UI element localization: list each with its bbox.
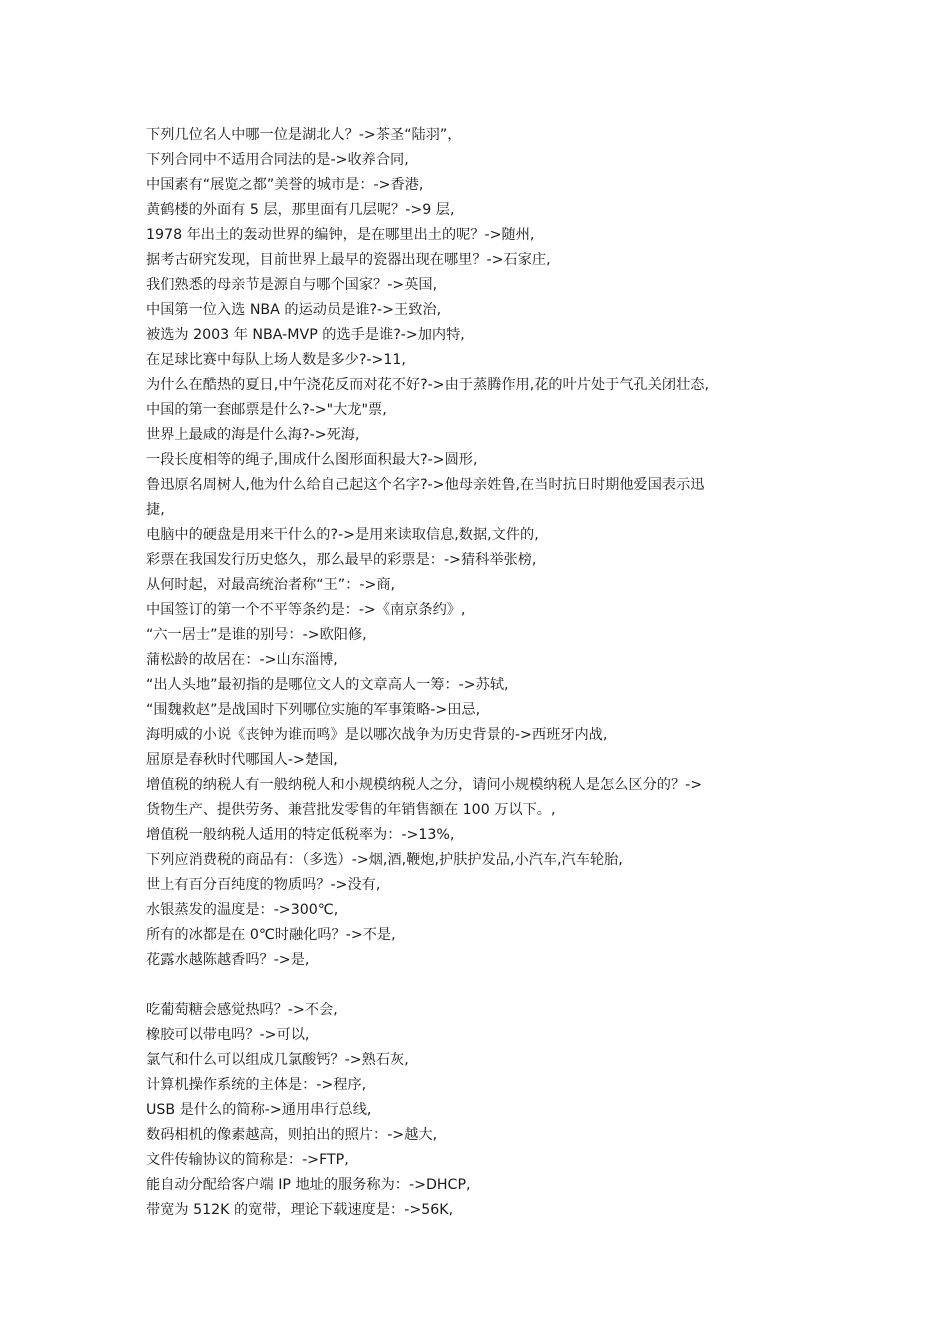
text-line: “出人头地”最初指的是哪位文人的文章高人一筹：->苏轼,	[146, 677, 509, 693]
text-line: 计算机操作系统的主体是：->程序,	[146, 1077, 367, 1093]
text-line: 鲁迅原名周树人,他为什么给自己起这个名字?->他母亲姓鲁,在当时抗日时期他爱国表示迅	[146, 477, 705, 493]
text-line: 中国第一位入选 NBA 的运动员是谁?->王致治,	[146, 302, 442, 318]
text-line: 橡胶可以带电吗？->可以,	[146, 1027, 310, 1043]
text-line: 增值税一般纳税人适用的特定低税率为：->13%,	[146, 827, 455, 843]
text-line: 我们熟悉的母亲节是源自与哪个国家？->英国,	[146, 277, 438, 293]
text-line: 数码相机的像素越高，则拍出的照片：->越大,	[146, 1127, 438, 1143]
text-line: 彩票在我国发行历史悠久，那么最早的彩票是：->猜科举张榜,	[146, 552, 537, 568]
text-line: 下列应消费税的商品有：（多选）->烟,酒,鞭炮,护肤护发品,小汽车,汽车轮胎,	[146, 852, 623, 868]
text-line: 花露水越陈越香吗？->是,	[146, 952, 310, 968]
text-line: 能自动分配给客户端 IP 地址的服务称为：->DHCP,	[146, 1177, 471, 1193]
text-line: 屈原是春秋时代哪国人->楚国,	[146, 752, 338, 768]
qa-block-1	[146, 123, 816, 973]
qa-block-2	[146, 998, 816, 1223]
text-line: 世上有百分百纯度的物质吗？->没有,	[146, 877, 381, 893]
text-line: 在足球比赛中每队上场人数是多少?->11,	[146, 352, 406, 368]
text-line: 世界上最咸的海是什么海?->死海,	[146, 427, 360, 443]
text-line: 吃葡萄糖会感觉热吗？->不会,	[146, 1002, 338, 1018]
document-body	[146, 123, 816, 1223]
text-line: 电脑中的硬盘是用来干什么的?->是用来读取信息,数据,文件的,	[146, 527, 539, 543]
text-line: 增值税的纳税人有一般纳税人和小规模纳税人之分，请问小规模纳税人是怎么区分的？->	[146, 777, 703, 793]
text-line: “六一居士”是谁的别号：->欧阳修,	[146, 627, 367, 643]
text-line: 据考古研究发现，目前世界上最早的瓷器出现在哪里？->石家庄,	[146, 252, 551, 268]
text-line: 下列几位名人中哪一位是湖北人？->茶圣“陆羽”，	[146, 127, 462, 143]
text-line: 1978 年出土的轰动世界的编钟，是在哪里出土的呢？->随州,	[146, 227, 535, 243]
text-line: 中国的第一套邮票是什么?->"大龙"票,	[146, 402, 387, 418]
text-line: 一段长度相等的绳子,围成什么图形面积最大?->圆形,	[146, 452, 478, 468]
text-line: 从何时起，对最高统治者称“王”：->商,	[146, 577, 396, 593]
text-line: USB 是什么的简称->通用串行总线,	[146, 1102, 372, 1118]
text-line: 中国签订的第一个不平等条约是：->《南京条约》,	[146, 602, 466, 618]
text-line: 货物生产、提供劳务、兼营批发零售的年销售额在 100 万以下。,	[146, 802, 556, 818]
text-line: 捷,	[146, 502, 165, 518]
text-line: 中国素有“展览之都”美誉的城市是：->香港,	[146, 177, 424, 193]
paragraph-gap	[146, 973, 816, 998]
text-line: 蒲松龄的故居在：->山东淄博,	[146, 652, 338, 668]
text-line: “围魏救赵”是战国时下列哪位实施的军事策略->田忌,	[146, 702, 481, 718]
text-line: 所有的冰都是在 0℃时融化吗？->不是,	[146, 927, 396, 943]
text-line: 被选为 2003 年 NBA-MVP 的选手是谁?->加内特,	[146, 327, 465, 343]
text-line: 下列合同中不适用合同法的是->收养合同,	[146, 152, 409, 168]
text-line: 文件传输协议的简称是：->FTP,	[146, 1152, 349, 1168]
text-line: 带宽为 512K 的宽带，理论下载速度是：->56K,	[146, 1202, 454, 1218]
text-line: 氯气和什么可以组成几氯酸钙？->熟石灰,	[146, 1052, 409, 1068]
text-line: 为什么在酷热的夏日,中午浇花反而对花不好?->由于蒸腾作用,花的叶片处于气孔关闭壮态,	[146, 377, 710, 393]
text-line: 黄鹤楼的外面有 5 层，那里面有几层呢？->9 层,	[146, 202, 455, 218]
text-line: 海明威的小说《丧钟为谁而鸣》是以哪次战争为历史背景的->西班牙内战,	[146, 727, 608, 743]
text-line: 水银蒸发的温度是：->300℃,	[146, 902, 339, 918]
